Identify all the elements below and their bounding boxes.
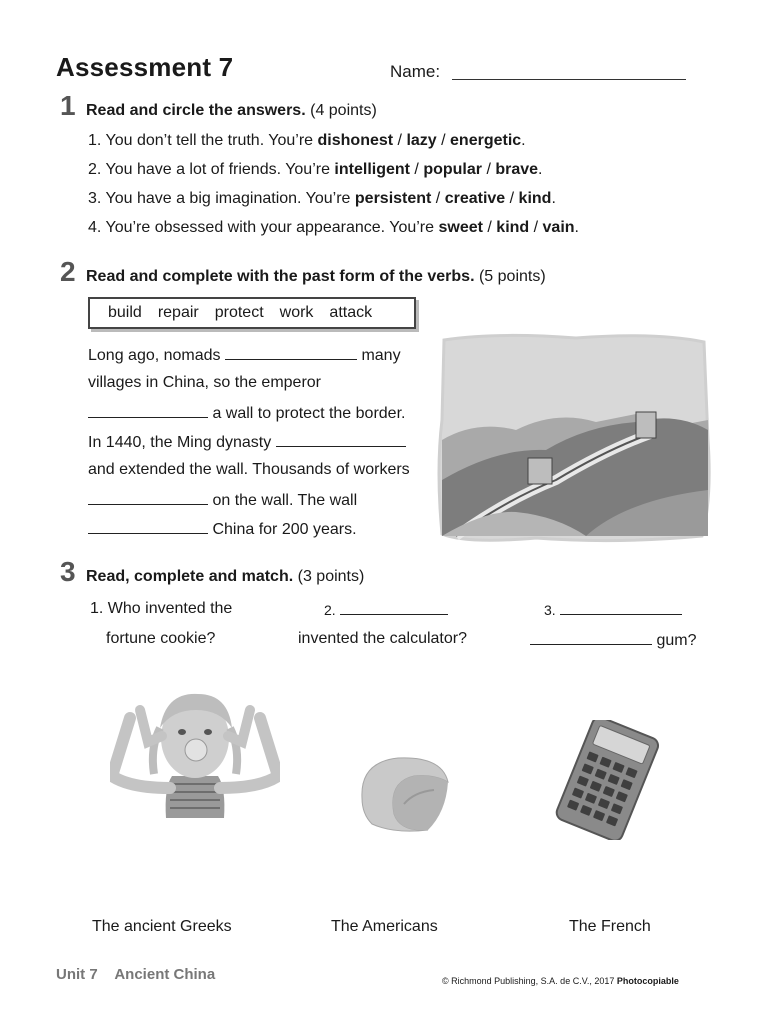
question-3-2-line-2: invented the calculator?	[298, 630, 467, 647]
name-label: Name:	[390, 62, 441, 81]
blank[interactable]	[340, 600, 448, 615]
blank[interactable]	[88, 403, 208, 418]
unit-label: Unit 7 Ancient China	[56, 966, 216, 983]
question-3-3-line-1: 3.	[544, 600, 682, 620]
caption-french: The French	[569, 918, 651, 935]
option[interactable]: energetic	[450, 132, 522, 149]
passage-line: China for 200 years.	[88, 519, 357, 539]
blank[interactable]	[530, 630, 652, 645]
option[interactable]: kind	[496, 219, 530, 236]
question-3-3-line-2: gum?	[530, 630, 696, 650]
page-title: Assessment 7	[56, 52, 234, 82]
great-wall-illustration	[436, 330, 712, 546]
blank[interactable]	[88, 490, 208, 505]
word-bank	[88, 297, 416, 329]
option[interactable]: brave	[495, 161, 539, 178]
option[interactable]: intelligent	[334, 161, 410, 178]
fortune-cookie-photo	[354, 752, 454, 834]
question-3-2-line-1: 2.	[324, 600, 448, 620]
word: protect	[214, 304, 264, 321]
option[interactable]: persistent	[354, 190, 432, 207]
section-1-heading: Read and circle the answers. (4 points)	[86, 102, 377, 119]
section-2-number: 2	[60, 256, 76, 287]
word: build	[108, 304, 142, 321]
passage-line: villages in China, so the emperor	[88, 374, 322, 391]
option[interactable]: vain	[542, 219, 575, 236]
blank[interactable]	[88, 519, 208, 534]
question-1-3: 3. You have a big imagination. You’re persistent / creative / kind.	[88, 190, 556, 207]
section-3-number: 3	[60, 556, 76, 587]
word: repair	[157, 304, 199, 321]
blank[interactable]	[276, 432, 406, 447]
passage-line: and extended the wall. Thousands of workers	[88, 461, 410, 478]
question-1-2: 2. You have a lot of friends. You’re intelligent / popular / brave.	[88, 161, 543, 178]
passage-line: Long ago, nomads many	[88, 347, 401, 364]
caption-americans: The Americans	[331, 918, 438, 935]
word: work	[279, 304, 314, 321]
passage-line: on the wall. The wall	[88, 490, 357, 510]
option[interactable]: lazy	[406, 132, 437, 149]
blank[interactable]	[560, 600, 682, 615]
section-3-heading: Read, complete and match. (3 points)	[86, 568, 365, 585]
question-3-1-line-2: fortune cookie?	[106, 630, 216, 647]
passage-line: In 1440, the Ming dynasty	[88, 432, 406, 452]
blank[interactable]	[225, 345, 357, 360]
option[interactable]: sweet	[438, 219, 483, 236]
section-1-number: 1	[60, 90, 76, 121]
caption-greeks: The ancient Greeks	[92, 918, 232, 935]
passage-line: a wall to protect the border.	[88, 403, 405, 423]
option[interactable]: creative	[444, 190, 506, 207]
copyright-notice: © Richmond Publishing, S.A. de C.V., 2017 Photocopiable	[442, 976, 679, 986]
word: attack	[329, 304, 373, 321]
question-3-1-line-1: 1. Who invented the	[90, 600, 233, 617]
option[interactable]: dishonest	[317, 132, 394, 149]
girl-blowing-gum-photo	[110, 688, 280, 828]
question-1-1: 1. You don’t tell the truth. You’re dishonest / lazy / energetic.	[88, 132, 526, 149]
name-field[interactable]	[452, 79, 686, 80]
section-2-heading: Read and complete with the past form of the verbs. (5 points)	[86, 268, 546, 285]
calculator-photo	[548, 720, 666, 840]
option[interactable]: kind	[518, 190, 552, 207]
question-1-4: 4. You’re obsessed with your appearance. You’re sweet / kind / vain.	[88, 219, 579, 236]
option[interactable]: popular	[423, 161, 482, 178]
